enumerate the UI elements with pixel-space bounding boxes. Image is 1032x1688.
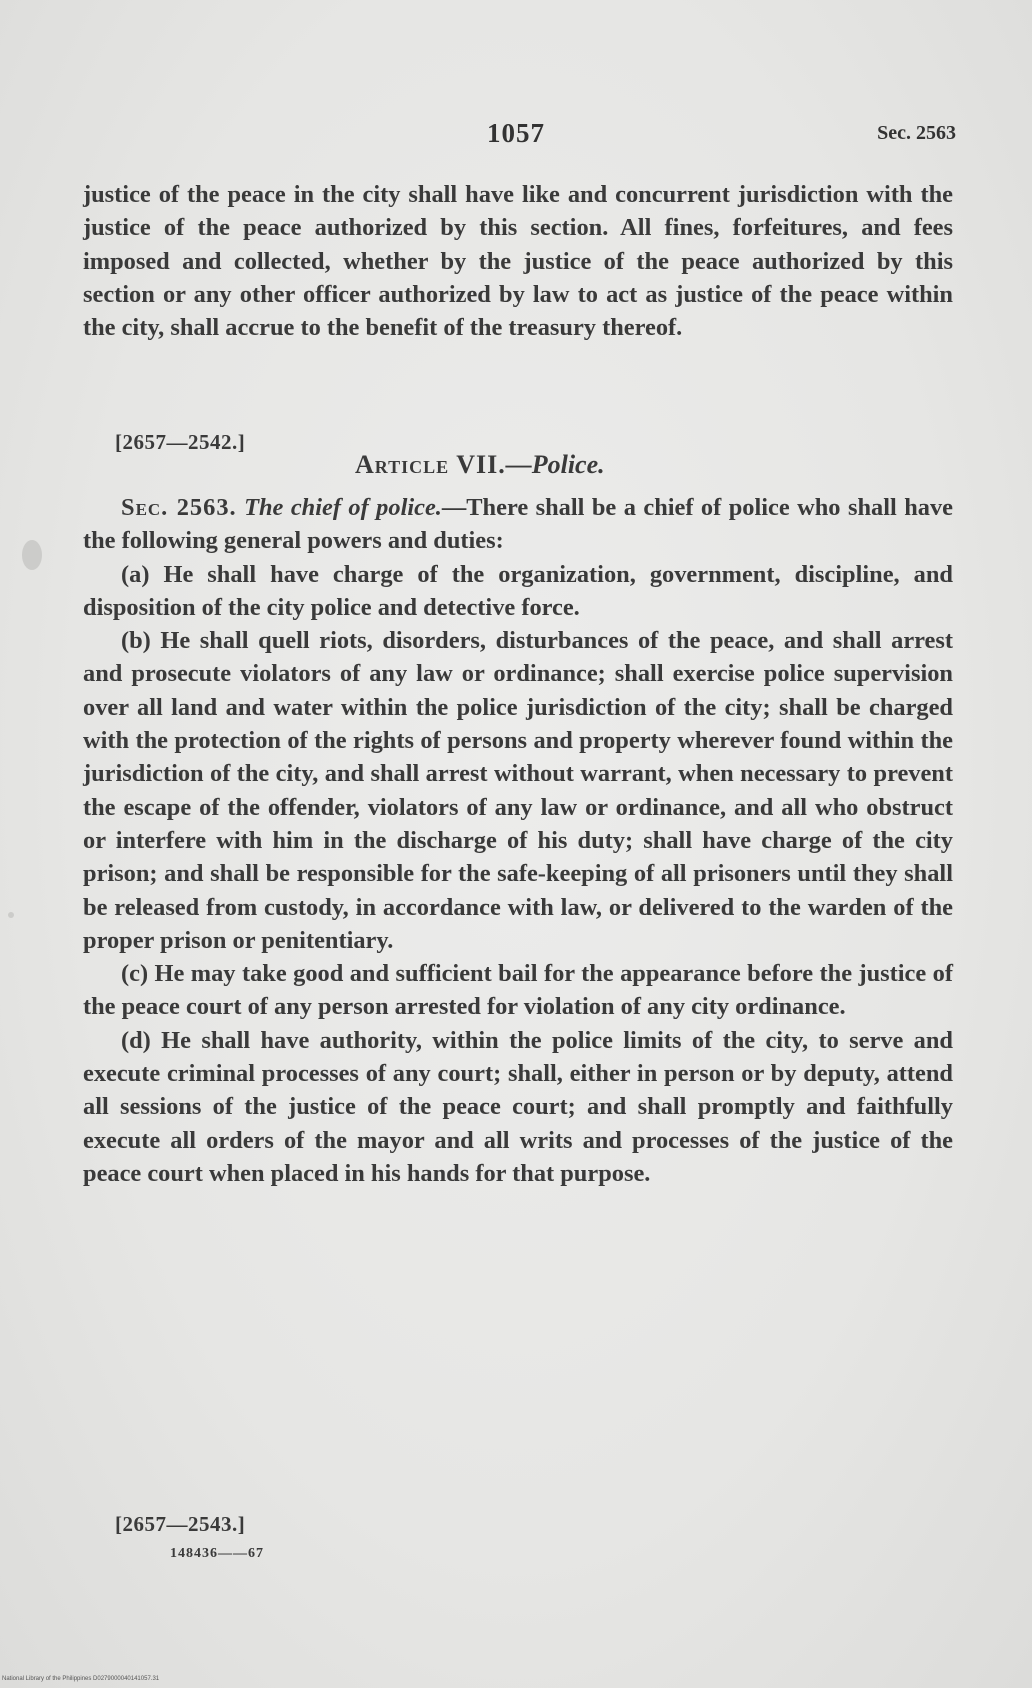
paragraph-c: (c) He may take good and sufficient bail for the appearance before the justice of the peace court of any person arrested for violation of any city ordinance. <box>83 960 953 1021</box>
section-title: The chief of police. <box>244 494 442 521</box>
continuation-text <box>83 178 953 344</box>
archive-stamp: National Library of the Philippines D0279000040141057.31 <box>2 1676 160 1682</box>
paragraph-d: (d) He shall have authority, within the police limits of the city, to serve and execute criminal processes of any court; shall, either in person or by deputy, attend all sessions of the justice of the peace court; and shall promptly and faithfully execute all orders of the mayor and all writs and processes of the justice of the peace court when placed in his hands for that purpose. <box>83 1026 953 1187</box>
paragraph-b: (b) He shall quell riots, disorders, disturbances of the peace, and shall arrest and prosecute violators of any law or ordinance; shall exercise police supervision over all land and water within the police jurisdiction of the city; shall be charged with the protection of the rights of persons and property wherever found within the jurisdiction of the city, and shall arrest without warrant, when necessary to prevent the escape of the offender, violators of any law or ordinance, and all who obstruct or interfere with him in the discharge of his duty; shall have charge of the city prison; and shall be responsible for the safe-keeping of all prisoners until they shall be released from custody, in accordance with law, or delivered to the warden of the proper prison or penitentiary. <box>83 627 953 954</box>
printer-mark: 148436——67 <box>170 1546 264 1561</box>
section-label: Sec. 2563. <box>121 494 237 521</box>
citation: [2657—2543.] <box>115 1512 246 1536</box>
citation: [2657—2542.] <box>115 430 246 454</box>
paragraph-a: (a) He shall have charge of the organization, government, discipline, and disposition of the city police and detective force. <box>83 560 953 621</box>
section-intro-text: —There shall be a chief of police who shall have the following general powers and duties: <box>83 494 954 555</box>
paper-smudge <box>22 540 42 570</box>
section-2563 <box>83 491 953 1190</box>
page-header <box>0 118 1032 158</box>
section-intro <box>83 491 953 558</box>
section-reference: Sec. 2563 <box>877 122 956 144</box>
article-title: —Police. <box>505 450 605 479</box>
article-heading <box>355 450 605 480</box>
page-number: 1057 <box>487 118 545 148</box>
paper-smudge <box>8 912 14 918</box>
article-number: Article VII. <box>355 450 506 479</box>
continuation-paragraph: justice of the peace in the city shall have like and concurrent jurisdiction with the justice of the peace authorized by this section. All fines, forfeitures, and fees imposed and collected, whether by the justice of the peace authorized by this section or any other officer authorized by law to act as justice of the peace within the city, shall accrue to the benefit of the treasury thereof. <box>83 181 953 342</box>
